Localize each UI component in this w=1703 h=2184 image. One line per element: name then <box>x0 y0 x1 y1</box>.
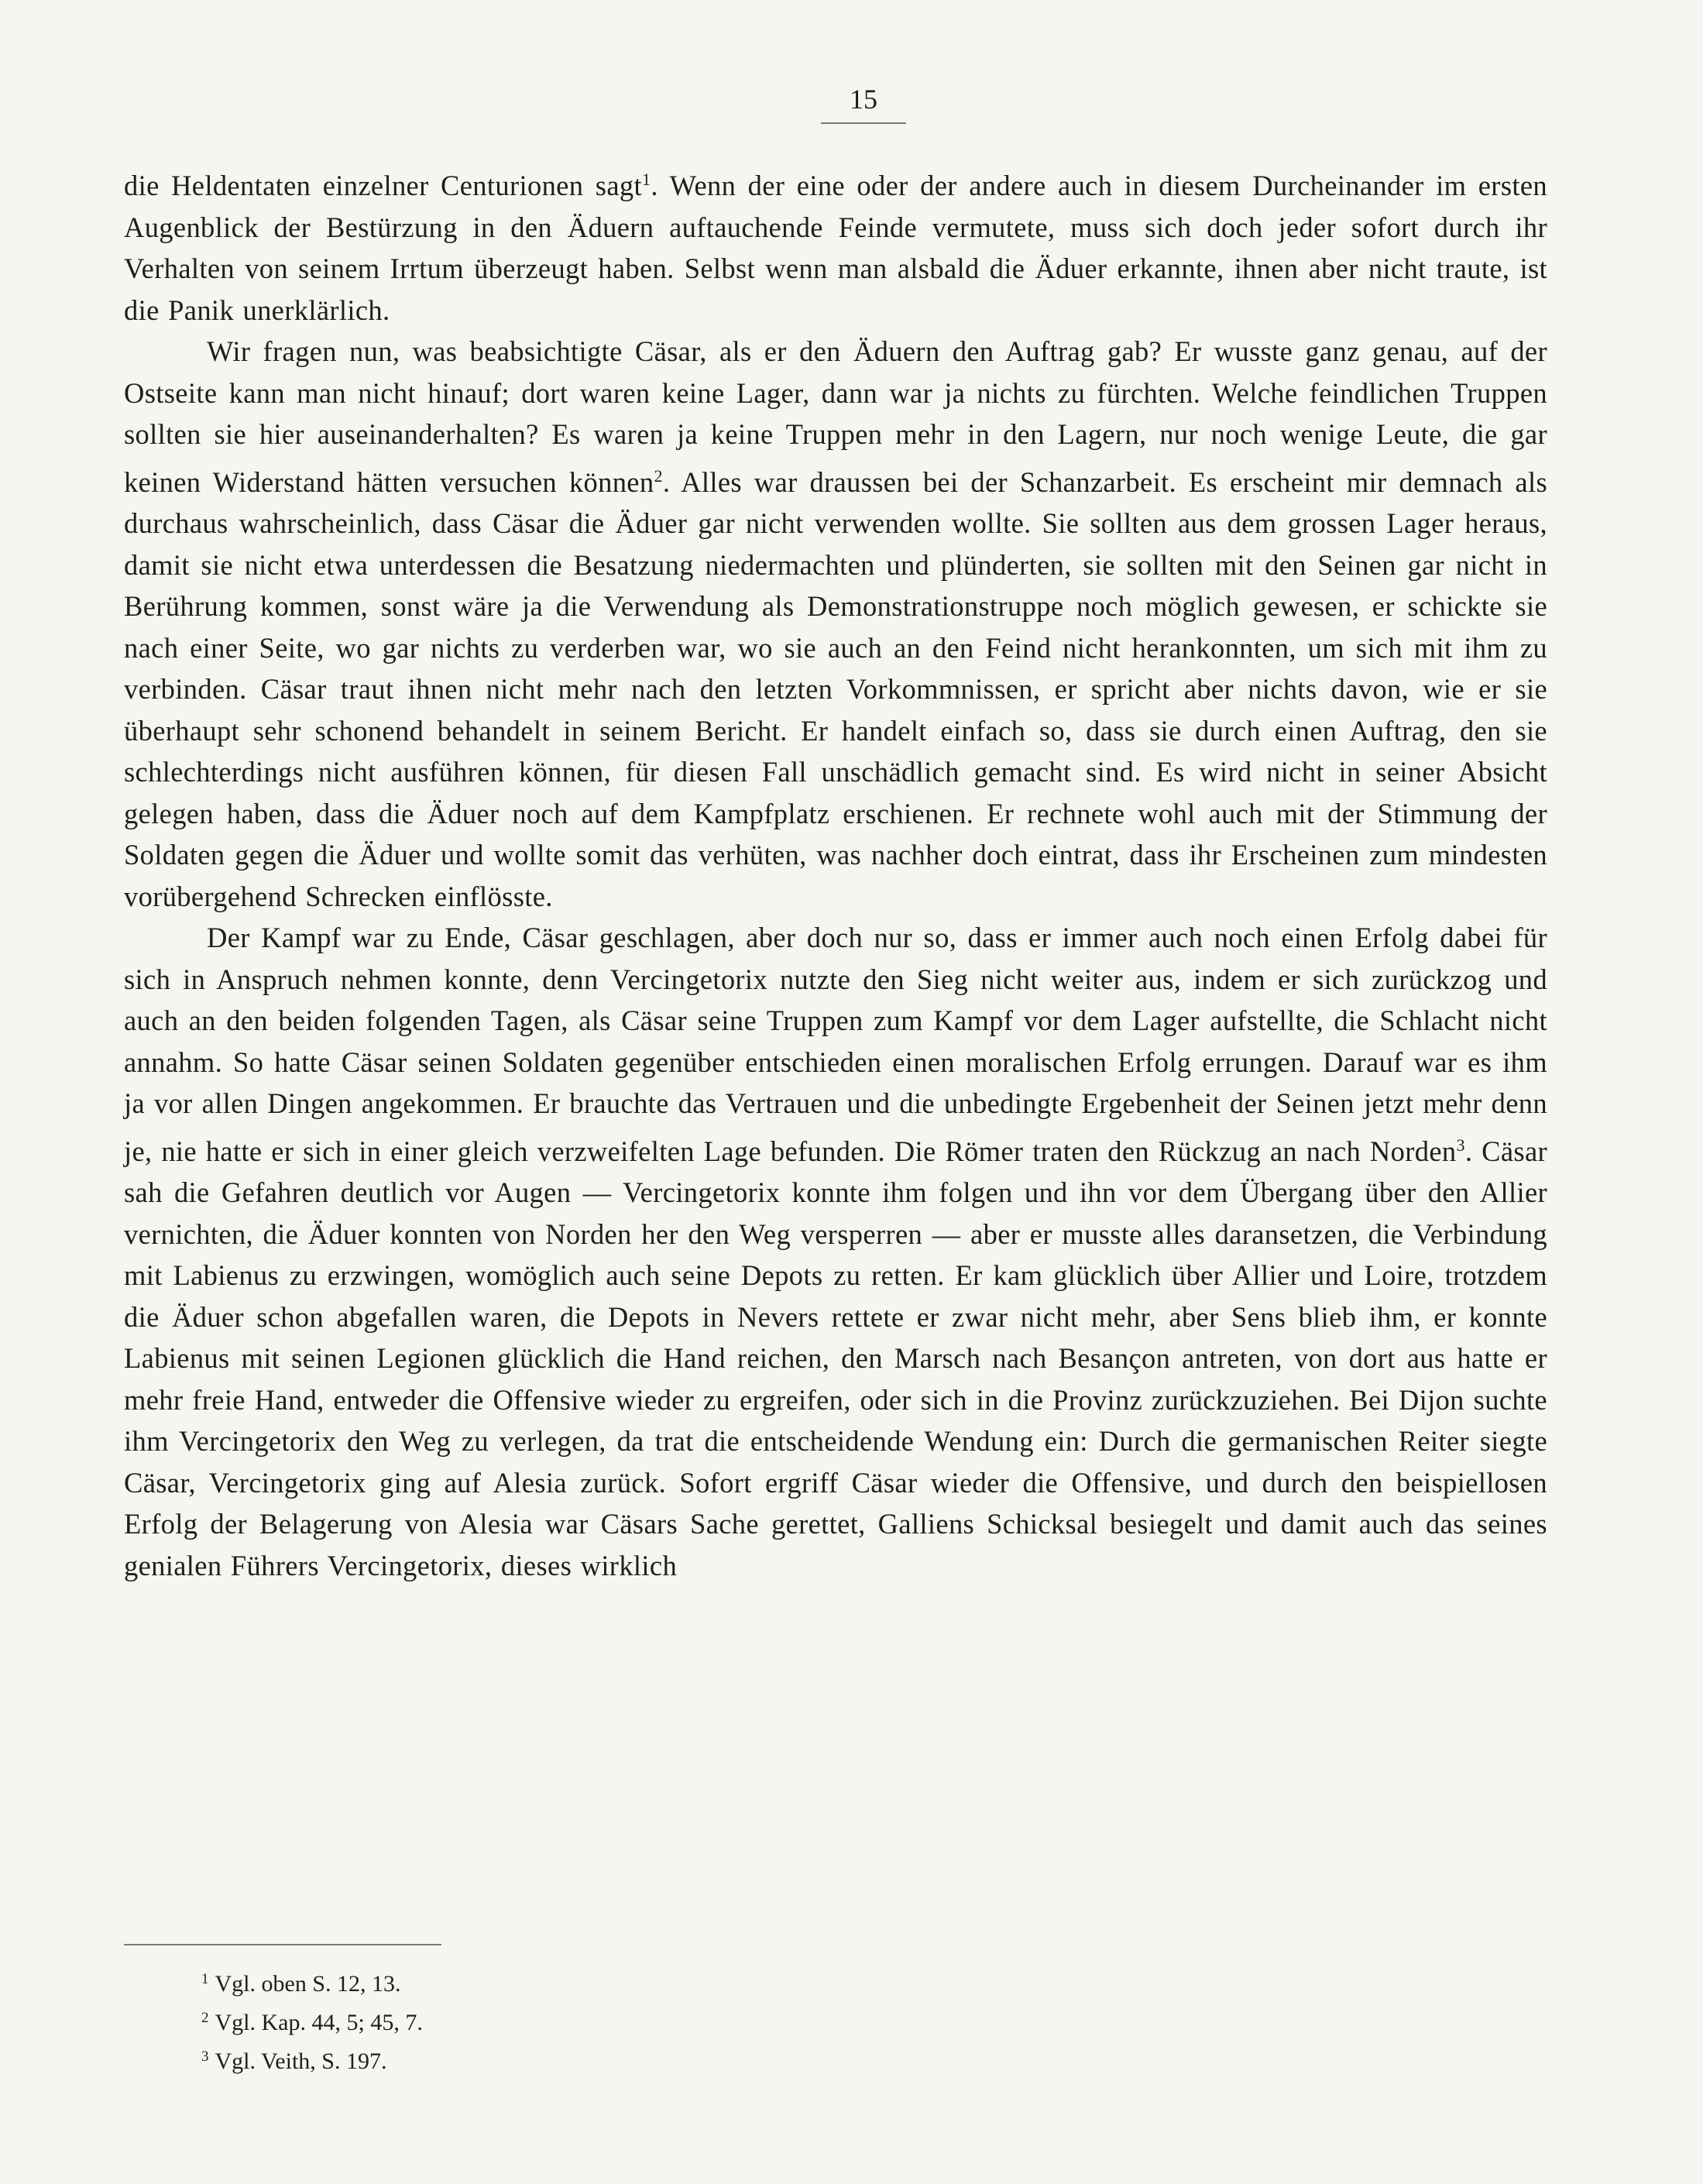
paragraph-text: . Wenn der eine oder der andere auch in diesem Durcheinander im ersten Augenblick der Bestürzung in den Äduern auftauchende Feinde vermutete, muss sich doch jeder sofort durch ihr Verhalten von seinem Irrtum überzeugt haben. Selbst wenn man alsbald die Äduer erkannte, ihnen aber nicht traute, ist die Panik unerklärlich. <box>124 170 1548 326</box>
paragraph-1 <box>124 159 1547 331</box>
page-header <box>813 84 914 124</box>
paragraph-text: . Alles war draussen bei der Schanzarbeit. Es erscheint mir demnach als durchaus wahrscheinlich, dass Cäsar die Äduer gar nicht verwenden wollte. Sie sollten aus dem grossen Lager heraus, damit sie nicht etwa unterdessen die Besatzung niedermachten und plünderten, sie sollten mit den Seinen gar nicht in Berührung kommen, sonst wäre ja die Verwendung als Demonstrationstruppe noch möglich gewesen, er schickte sie nach einer Seite, wo gar nichts zu verderben war, wo sie auch an den Feind nicht herankonnten, um sich mit ihm zu verbinden. Cäsar traut ihnen nicht mehr nach den letzten Vorkommnissen, er spricht aber nichts davon, wie er sie überhaupt sehr schonend behandelt in seinem Bericht. Er handelt einfach so, dass sie durch einen Auftrag, den sie schlechterdings nicht ausführen können, für diesen Fall unschädlich gemacht sind. Es wird nicht in seiner Absicht gelegen haben, dass die Äduer noch auf dem Kampfplatz erschienen. Er rechnete wohl auch mit der Stimmung der Soldaten gegen die Äduer und wollte somit das verhüten, was nachher doch eintrat, dass ihr Erscheinen zum mindesten vorübergehend Schrecken einflösste. <box>124 465 1548 912</box>
page-number-rule <box>821 122 906 124</box>
footnote-reference-1: 1 <box>641 170 651 189</box>
footnote-reference-2: 2 <box>654 465 663 486</box>
footnote-mark: 1 <box>201 1971 209 1987</box>
footnote-mark: 2 <box>201 2010 209 2026</box>
footnote-2 <box>201 2001 821 2040</box>
body-text <box>124 159 1547 1586</box>
footnote-3 <box>201 2040 821 2079</box>
footnote-text: Vgl. Kap. 44, 5; 45, 7. <box>215 2010 423 2035</box>
paragraph-2 <box>124 331 1547 917</box>
footnote-text: Vgl. Veith, S. 197. <box>215 2048 387 2074</box>
footnote-mark: 3 <box>201 2048 209 2065</box>
footnotes <box>201 1963 821 2079</box>
paragraph-3 <box>124 917 1547 1586</box>
paragraph-text: . Cäsar sah die Gefahren deutlich vor Augen — Vercingetorix konnte ihm folgen und ihn vor dem Übergang über den Allier vernichten, die Äduer konnten von Norden her den Weg versperren — aber er musste alles daransetzen, die Verbindung mit Labienus zu erzwingen, womöglich auch seine Depots zu retten. Er kam glücklich über Allier und Loire, trotzdem die Äduer schon abgefallen waren, die Depots in Nevers rettete er zwar nicht mehr, aber Sens blieb ihm, er konnte Labienus mit seinen Legionen glücklich die Hand reichen, den Marsch nach Besançon antreten, von dort aus hatte er mehr freie Hand, entweder die Offensive wieder zu ergreifen, oder sich in die Provinz zurückzuziehen. Bei Dijon suchte ihm Vercingetorix den Weg zu verlegen, da trat die entscheidende Wendung ein: Durch die germanischen Reiter siegte Cäsar, Vercingetorix ging auf Alesia zurück. Sofort ergriff Cäsar wieder die Offensive, und durch den beispiellosen Erfolg der Belagerung von Alesia war Cäsars Sache gerettet, Galliens Schicksal besiegelt und damit auch das seines genialen Führers Vercingetorix, dieses wirklich <box>124 1135 1547 1581</box>
paragraph-text: Wir fragen nun, was beabsichtigte Cäsar, als er den Äduern den Auftrag gab? Er wusste ganz genau, auf der Ostseite kann man nicht hinauf; dort waren keine Lager, dann war ja nichts zu fürchten. Welche feindlichen Truppen sollten sie hier auseinanderhalten? Es waren ja keine Truppen mehr in den Lagern, nur noch wenige Leute, die gar keinen Widerstand hätten versuchen können <box>124 335 1547 498</box>
footnote-separator <box>124 1944 441 1945</box>
paragraph-text: die Heldentaten einzelner Centurionen sagt <box>124 170 642 201</box>
paragraph-text: Der Kampf war zu Ende, Cäsar geschlagen, aber doch nur so, dass er immer auch noch einen Erfolg dabei für sich in Anspruch nehmen konnte, denn Vercingetorix nutzte den Sieg nicht weiter aus, indem er sich zurückzog und auch an den beiden folgenden Tagen, als Cäsar seine Truppen zum Kampf vor dem Lager aufstellte, die Schlacht nicht annahm. So hatte Cäsar seinen Soldaten gegenüber entschieden einen moralischen Erfolg errungen. Darauf war es ihm ja vor allen Dingen angekommen. Er brauchte das Vertrauen und die unbedingte Ergebenheit der Seinen jetzt mehr denn je, nie hatte er sich in einer gleich verzweifelten Lage befunden. Die Römer traten den Rückzug an nach Norden <box>124 922 1547 1167</box>
page-number: 15 <box>850 84 877 115</box>
footnote-text: Vgl. oben S. 12, 13. <box>215 1971 401 1997</box>
footnote-1 <box>201 1963 821 2001</box>
footnote-reference-3: 3 <box>1456 1135 1465 1155</box>
